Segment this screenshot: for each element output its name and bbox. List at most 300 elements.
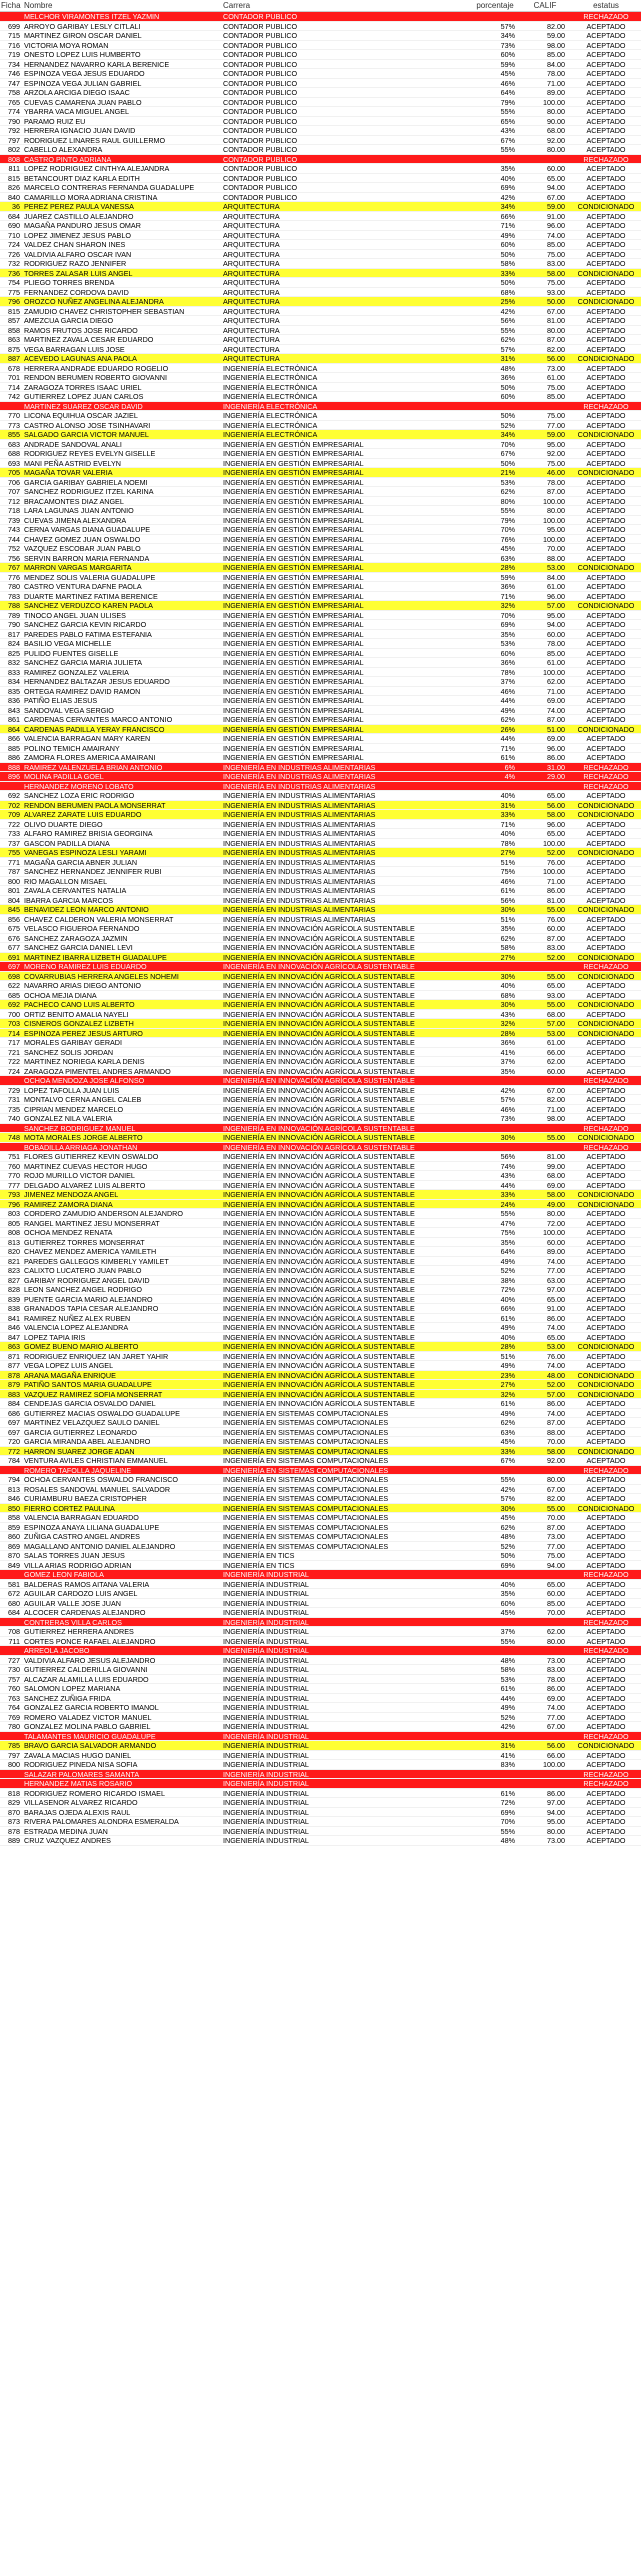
- cell-calif: 95.00: [547, 1817, 565, 1826]
- cell-estatus: ACEPTADO: [586, 1560, 626, 1569]
- cell-calif: 52.00: [547, 952, 565, 961]
- cell-carrera: CONTADOR PUBLICO: [223, 107, 298, 116]
- table-row: [0, 1086, 641, 1096]
- cell-carrera: INGENIERÍA EN GESTIÓN EMPRESARIAL: [223, 667, 364, 676]
- table-row: [0, 1589, 641, 1599]
- cell-calif: 55.00: [547, 971, 565, 980]
- cell-porcentaje: 27%: [500, 952, 515, 961]
- cell-calif: 52.00: [547, 1380, 565, 1389]
- cell-carrera: ARQUITECTURA: [223, 306, 280, 315]
- table-row: [0, 164, 641, 174]
- cell-ficha: 622: [8, 981, 20, 990]
- cell-nombre: OCHOA CERVANTES OSWALDO FRANCISCO: [24, 1475, 179, 1484]
- cell-estatus: ACEPTADO: [586, 1209, 626, 1218]
- cell-ficha: 698: [8, 971, 20, 980]
- table-row: [0, 896, 641, 906]
- cell-nombre: SANCHEZ GARCIA MARIA JULIETA: [24, 658, 143, 667]
- cell-ficha: 711: [8, 1636, 20, 1645]
- cell-porcentaje: 26%: [500, 724, 515, 733]
- cell-nombre: BRACAMONTES DIAZ ANGEL: [24, 496, 124, 505]
- table-row: [0, 459, 641, 469]
- cell-carrera: INGENIERÍA EN INNOVACIÓN AGRÍCOLA SUSTENTABLE: [223, 1247, 415, 1256]
- cell-ficha: [0, 1570, 22, 1579]
- cell-carrera: INGENIERÍA INDUSTRIAL: [223, 1826, 309, 1835]
- cell-nombre: JIMENEZ MENDOZA ANGEL: [24, 1190, 119, 1199]
- cell-ficha: [0, 782, 22, 791]
- table-row: [0, 649, 641, 659]
- cell-calif: 85.00: [547, 1598, 565, 1607]
- cell-estatus: ACEPTADO: [586, 933, 626, 942]
- cell-calif: [519, 1570, 571, 1579]
- cell-calif: 80.00: [547, 1475, 565, 1484]
- cell-porcentaje: 59%: [500, 572, 515, 581]
- cell-estatus: ACEPTADO: [586, 50, 626, 59]
- cell-ficha: 757: [8, 1674, 20, 1683]
- cell-nombre: ESPINOZA VEGA JULIAN GABRIEL: [24, 78, 142, 87]
- cell-carrera: CONTADOR PUBLICO: [223, 154, 298, 163]
- table-row: [0, 848, 641, 858]
- cell-estatus: CONDICIONADO: [577, 1342, 635, 1351]
- cell-ficha: 787: [8, 867, 20, 876]
- cell-estatus: ACEPTADO: [586, 278, 626, 287]
- cell-calif: 61.00: [547, 658, 565, 667]
- cell-estatus: CONDICIONADO: [577, 268, 635, 277]
- cell-nombre: HARRON SUAREZ JORGE ADAN: [24, 1446, 135, 1455]
- cell-calif: 77.00: [547, 1266, 565, 1275]
- table-row: [0, 592, 641, 602]
- cell-estatus: RECHAZADO: [583, 762, 629, 771]
- cell-estatus: RECHAZADO: [583, 962, 629, 971]
- cell-estatus: ACEPTADO: [586, 1722, 626, 1731]
- cell-estatus: ACEPTADO: [586, 1532, 626, 1541]
- cell-nombre: DUARTE MARTINEZ FATIMA BERENICE: [24, 591, 158, 600]
- cell-calif: 86.00: [547, 886, 565, 895]
- cell-porcentaje: 40%: [500, 829, 515, 838]
- cell-ficha: 755: [8, 848, 20, 857]
- table-row: [0, 611, 641, 621]
- cell-porcentaje: 44%: [500, 696, 515, 705]
- table-row: [0, 601, 641, 611]
- cell-ficha: 765: [8, 97, 20, 106]
- cell-porcentaje: 32%: [500, 1019, 515, 1028]
- cell-calif: 66.00: [547, 1750, 565, 1759]
- cell-nombre: AGUILAR VALLE JOSE JUAN: [24, 1598, 121, 1607]
- cell-carrera: INGENIERÍA INDUSTRIAL: [223, 1722, 309, 1731]
- cell-ficha: 870: [8, 1551, 20, 1560]
- cell-nombre: BALDERAS RAMOS AITANA VALERIA: [24, 1579, 150, 1588]
- cell-estatus: ACEPTADO: [586, 97, 626, 106]
- cell-ficha: 878: [8, 1370, 20, 1379]
- cell-carrera: CONTADOR PUBLICO: [223, 97, 298, 106]
- cell-estatus: ACEPTADO: [586, 411, 626, 420]
- cell-nombre: BRAVO GARCIA SALVADOR ARMANDO: [24, 1741, 157, 1750]
- table-row: [0, 1314, 641, 1324]
- cell-carrera: ARQUITECTURA: [223, 316, 280, 325]
- cell-calif: 75.00: [547, 278, 565, 287]
- cell-calif: 94.00: [547, 1807, 565, 1816]
- cell-calif: 68.00: [547, 126, 565, 135]
- cell-calif: 52.00: [547, 848, 565, 857]
- cell-nombre: ROMERO TAFOLLA JAQUELINE: [24, 1465, 132, 1474]
- cell-estatus: ACEPTADO: [586, 1256, 626, 1265]
- cell-estatus: ACEPTADO: [586, 715, 626, 724]
- table-row: [0, 1029, 641, 1039]
- cell-carrera: CONTADOR PUBLICO: [223, 31, 298, 40]
- cell-estatus: ACEPTADO: [586, 591, 626, 600]
- cell-estatus: RECHAZADO: [583, 1779, 629, 1788]
- table-row: [0, 639, 641, 649]
- table-row: [0, 1171, 641, 1181]
- cell-ficha: 835: [8, 686, 20, 695]
- cell-ficha: 789: [8, 610, 20, 619]
- cell-ficha: [0, 1076, 22, 1085]
- cell-estatus: ACEPTADO: [586, 1627, 626, 1636]
- cell-ficha: 817: [8, 629, 20, 638]
- cell-porcentaje: [475, 1466, 519, 1475]
- cell-carrera: INGENIERÍA EN SISTEMAS COMPUTACIONALES: [223, 1503, 389, 1512]
- table-row: [0, 1485, 641, 1495]
- cell-porcentaje: 57%: [500, 1095, 515, 1104]
- cell-ficha: 797: [8, 135, 20, 144]
- cell-estatus: ACEPTADO: [586, 924, 626, 933]
- table-row: [0, 1333, 641, 1343]
- table-row: [0, 41, 641, 51]
- cell-calif: 78.00: [547, 69, 565, 78]
- cell-nombre: RIVERA PALOMARES ALONDRA ESMERALDA: [24, 1817, 179, 1826]
- table-row: [0, 1646, 641, 1656]
- cell-estatus: ACEPTADO: [586, 1674, 626, 1683]
- cell-porcentaje: 71%: [500, 591, 515, 600]
- cell-nombre: MARTINEZ ZAVALA CESAR EDUARDO: [24, 335, 154, 344]
- cell-carrera: INGENIERÍA EN INNOVACIÓN AGRÍCOLA SUSTENTABLE: [223, 1199, 415, 1208]
- cell-carrera: INGENIERÍA EN SISTEMAS COMPUTACIONALES: [223, 1475, 389, 1484]
- cell-carrera: CONTADOR PUBLICO: [223, 183, 298, 192]
- cell-ficha: 742: [8, 392, 20, 401]
- cell-estatus: ACEPTADO: [586, 1456, 626, 1465]
- cell-ficha: 873: [8, 1817, 20, 1826]
- table-row: [0, 145, 641, 155]
- cell-calif: 69.00: [547, 734, 565, 743]
- cell-calif: [519, 1646, 571, 1655]
- cell-porcentaje: 35%: [500, 164, 515, 173]
- table-body: [0, 12, 641, 1846]
- cell-estatus: RECHAZADO: [583, 1769, 629, 1778]
- table-row: [0, 60, 641, 70]
- cell-porcentaje: 67%: [500, 135, 515, 144]
- cell-carrera: INGENIERÍA EN INNOVACIÓN AGRÍCOLA SUSTENTABLE: [223, 1389, 415, 1398]
- cell-porcentaje: 48%: [500, 1836, 515, 1845]
- cell-ficha: 727: [8, 1655, 20, 1664]
- table-row: [0, 392, 641, 402]
- cell-porcentaje: 37%: [500, 1057, 515, 1066]
- cell-carrera: ARQUITECTURA: [223, 297, 280, 306]
- cell-nombre: LOPEZ TAPIA IRIS: [24, 1332, 86, 1341]
- cell-nombre: GARIBAY RODRIGUEZ ANGEL DAVID: [24, 1275, 150, 1284]
- cell-ficha: 699: [8, 21, 20, 30]
- cell-carrera: ARQUITECTURA: [223, 240, 280, 249]
- cell-estatus: ACEPTADO: [586, 506, 626, 515]
- cell-ficha: 688: [8, 449, 20, 458]
- cell-nombre: ZAMUDIO CHAVEZ CHRISTOPHER SEBASTIAN: [24, 306, 185, 315]
- cell-carrera: INGENIERÍA EN GESTIÓN EMPRESARIAL: [223, 601, 364, 610]
- cell-porcentaje: 66%: [500, 1304, 515, 1313]
- cell-ficha: 718: [8, 506, 20, 515]
- cell-porcentaje: [475, 1618, 519, 1627]
- cell-nombre: SALOMON LOPEZ MARIANA: [24, 1684, 121, 1693]
- cell-porcentaje: 58%: [500, 1665, 515, 1674]
- cell-calif: 82.00: [547, 21, 565, 30]
- cell-carrera: INGENIERÍA EN GESTIÓN EMPRESARIAL: [223, 553, 364, 562]
- cell-calif: [519, 1124, 571, 1133]
- cell-ficha: 684: [8, 211, 20, 220]
- cell-porcentaje: 59%: [500, 59, 515, 68]
- cell-calif: 67.00: [547, 306, 565, 315]
- cell-porcentaje: 30%: [500, 1133, 515, 1142]
- table-row: [0, 1143, 641, 1153]
- cell-carrera: INGENIERÍA EN SISTEMAS COMPUTACIONALES: [223, 1427, 389, 1436]
- cell-estatus: ACEPTADO: [586, 1475, 626, 1484]
- cell-porcentaje: [475, 402, 519, 411]
- cell-calif: [519, 402, 571, 411]
- cell-calif: 100.00: [543, 534, 565, 543]
- table-row: [0, 1437, 641, 1447]
- cell-ficha: 676: [8, 933, 20, 942]
- cell-porcentaje: 69%: [500, 183, 515, 192]
- table-row: [0, 573, 641, 583]
- cell-carrera: INGENIERÍA INDUSTRIAL: [223, 1703, 309, 1712]
- cell-carrera: INGENIERÍA EN GESTIÓN EMPRESARIAL: [223, 610, 364, 619]
- cell-porcentaje: 48%: [500, 1655, 515, 1664]
- cell-porcentaje: 6%: [504, 762, 515, 771]
- cell-carrera: INGENIERÍA EN GESTIÓN EMPRESARIAL: [223, 487, 364, 496]
- cell-calif: 62.00: [547, 1057, 565, 1066]
- cell-porcentaje: 65%: [500, 116, 515, 125]
- cell-nombre: PAREDES GALLEGOS KIMBERLY YAMILET: [24, 1256, 169, 1265]
- table-row: [0, 402, 641, 412]
- cell-porcentaje: 79%: [500, 97, 515, 106]
- cell-porcentaje: 53%: [500, 477, 515, 486]
- cell-porcentaje: 46%: [500, 876, 515, 885]
- cell-carrera: INGENIERÍA EN INNOVACIÓN AGRÍCOLA SUSTENTABLE: [223, 933, 415, 942]
- cell-ficha: [0, 1779, 22, 1788]
- cell-calif: 84.00: [547, 572, 565, 581]
- cell-porcentaje: 45%: [500, 1437, 515, 1446]
- cell-ficha: 796: [8, 1199, 20, 1208]
- cell-calif: 74.00: [547, 1703, 565, 1712]
- cell-porcentaje: [475, 1570, 519, 1579]
- cell-carrera: CONTADOR PUBLICO: [223, 78, 298, 87]
- table-row: [0, 972, 641, 982]
- cell-carrera: INGENIERÍA ELECTRÓNICA: [223, 392, 318, 401]
- cell-carrera: INGENIERÍA INDUSTRIAL: [223, 1598, 309, 1607]
- cell-nombre: CRUZ VAZQUEZ ANDRES: [24, 1836, 111, 1845]
- cell-nombre: OCHOA MENDEZ RENATA: [24, 1228, 113, 1237]
- cell-estatus: ACEPTADO: [586, 21, 626, 30]
- cell-porcentaje: 64%: [500, 1247, 515, 1256]
- cell-ficha: 794: [8, 1475, 20, 1484]
- table-row: [0, 1523, 641, 1533]
- cell-nombre: TINOCO ANGEL JUAN ULISES: [24, 610, 126, 619]
- cell-estatus: ACEPTADO: [586, 629, 626, 638]
- cell-carrera: INGENIERÍA EN INDUSTRIAS ALIMENTARIAS: [223, 905, 376, 914]
- cell-estatus: ACEPTADO: [586, 1807, 626, 1816]
- cell-ficha: 883: [8, 1389, 20, 1398]
- cell-estatus: ACEPTADO: [586, 1313, 626, 1322]
- cell-porcentaje: 57%: [500, 21, 515, 30]
- cell-nombre: RODRIGUEZ PINEDA NISA SOFIA: [24, 1760, 138, 1769]
- cell-nombre: YBARRA VACA MIGUEL ANGEL: [24, 107, 130, 116]
- table-row: [0, 1665, 641, 1675]
- cell-carrera: INGENIERÍA INDUSTRIAL: [223, 1750, 309, 1759]
- cell-nombre: MARTINEZ GIRON OSCAR DANIEL: [24, 31, 142, 40]
- table-row: [0, 155, 641, 165]
- cell-ficha: 866: [8, 734, 20, 743]
- cell-nombre: ARREOLA JACOBO: [24, 1646, 90, 1655]
- cell-estatus: CONDICIONADO: [577, 810, 635, 819]
- cell-nombre: RAMIREZ GONZALEZ VALERIA: [24, 667, 129, 676]
- cell-estatus: CONDICIONADO: [577, 468, 635, 477]
- cell-carrera: INGENIERÍA INDUSTRIAL: [223, 1779, 309, 1788]
- cell-calif: 100.00: [543, 838, 565, 847]
- cell-porcentaje: 27%: [500, 848, 515, 857]
- cell-nombre: MOTA MORALES JORGE ALBERTO: [24, 1133, 143, 1142]
- table-row: [0, 1836, 641, 1846]
- table-row: [0, 1618, 641, 1628]
- cell-nombre: ZAVALA MACIAS HUGO DANIEL: [24, 1750, 132, 1759]
- cell-ficha: 678: [8, 363, 20, 372]
- cell-estatus: RECHAZADO: [583, 1142, 629, 1151]
- cell-carrera: INGENIERÍA EN INDUSTRIAS ALIMENTARIAS: [223, 838, 376, 847]
- cell-nombre: RODRIGUEZ LINARES RAUL GUILLERMO: [24, 135, 166, 144]
- cell-carrera: INGENIERÍA EN GESTIÓN EMPRESARIAL: [223, 468, 364, 477]
- cell-carrera: INGENIERÍA ELECTRÓNICA: [223, 363, 318, 372]
- cell-porcentaje: 40%: [500, 1579, 515, 1588]
- cell-calif: 97.00: [547, 1285, 565, 1294]
- cell-porcentaje: 53%: [500, 639, 515, 648]
- cell-calif: 80.00: [547, 506, 565, 515]
- cell-estatus: ACEPTADO: [586, 392, 626, 401]
- cell-nombre: MELCHOR VIRAMONTES ITZEL YAZMIN: [24, 12, 160, 21]
- table-row: [0, 1323, 641, 1333]
- cell-carrera: INGENIERÍA INDUSTRIAL: [223, 1836, 309, 1845]
- cell-estatus: ACEPTADO: [586, 135, 626, 144]
- table-row: [0, 1190, 641, 1200]
- table-row: [0, 1732, 641, 1742]
- table-row: [0, 221, 641, 231]
- cell-porcentaje: 62%: [500, 1522, 515, 1531]
- cell-ficha: 724: [8, 1066, 20, 1075]
- cell-estatus: ACEPTADO: [586, 1171, 626, 1180]
- cell-nombre: ARROYO GARIBAY LESLY CITLALI: [24, 21, 141, 30]
- table-row: [0, 1722, 641, 1732]
- cell-calif: 60.00: [547, 629, 565, 638]
- cell-estatus: RECHAZADO: [583, 781, 629, 790]
- table-row: [0, 1048, 641, 1058]
- cell-estatus: ACEPTADO: [586, 449, 626, 458]
- table-row: [0, 259, 641, 269]
- cell-estatus: ACEPTADO: [586, 1750, 626, 1759]
- cell-nombre: SANCHEZ RODRIGUEZ MANUEL: [24, 1123, 136, 1132]
- cell-carrera: INGENIERÍA EN INDUSTRIAS ALIMENTARIAS: [223, 895, 376, 904]
- cell-porcentaje: 36%: [500, 658, 515, 667]
- table-row: [0, 953, 641, 963]
- cell-porcentaje: 44%: [500, 1693, 515, 1702]
- cell-calif: 61.00: [547, 582, 565, 591]
- cell-calif: 97.00: [547, 1798, 565, 1807]
- table-row: [0, 1057, 641, 1067]
- cell-calif: [519, 1732, 571, 1741]
- cell-calif: 67.00: [547, 1722, 565, 1731]
- table-row: [0, 88, 641, 98]
- cell-calif: 100.00: [543, 1760, 565, 1769]
- cell-carrera: INGENIERÍA EN INNOVACIÓN AGRÍCOLA SUSTENTABLE: [223, 1313, 415, 1322]
- cell-porcentaje: 49%: [500, 1703, 515, 1712]
- cell-ficha: 792: [8, 126, 20, 135]
- cell-porcentaje: 23%: [500, 1370, 515, 1379]
- cell-porcentaje: 55%: [500, 1636, 515, 1645]
- cell-nombre: PEREZ PEREZ PAULA VANESSA: [24, 202, 134, 211]
- cell-porcentaje: 42%: [500, 306, 515, 315]
- table-row: [0, 1627, 641, 1637]
- cell-calif: 78.00: [547, 477, 565, 486]
- cell-ficha: 709: [8, 810, 20, 819]
- table-row: [0, 1779, 641, 1789]
- cell-ficha: 825: [8, 648, 20, 657]
- cell-nombre: RENDON BERUMEN ROBERTO GIOVANNI: [24, 373, 167, 382]
- cell-estatus: ACEPTADO: [586, 1655, 626, 1664]
- cell-ficha: 796: [8, 297, 20, 306]
- cell-nombre: LOPEZ RODRIGUEZ CINTHYA ALEJANDRA: [24, 164, 170, 173]
- cell-calif: 76.00: [547, 857, 565, 866]
- cell-carrera: INGENIERÍA EN INNOVACIÓN AGRÍCOLA SUSTENTABLE: [223, 1133, 415, 1142]
- cell-porcentaje: 44%: [500, 1180, 515, 1189]
- cell-ficha: 758: [8, 88, 20, 97]
- cell-calif: 100.00: [543, 1228, 565, 1237]
- cell-nombre: FERNANDEZ CORDOVA DAVID: [24, 287, 129, 296]
- cell-estatus: ACEPTADO: [586, 325, 626, 334]
- table-row: [0, 658, 641, 668]
- cell-carrera: CONTADOR PUBLICO: [223, 145, 298, 154]
- cell-estatus: ACEPTADO: [586, 648, 626, 657]
- cell-estatus: ACEPTADO: [586, 1760, 626, 1769]
- cell-estatus: CONDICIONADO: [577, 1000, 635, 1009]
- cell-nombre: HERNANDEZ MORENO LOBATO: [24, 781, 134, 790]
- table-row: [0, 962, 641, 972]
- cell-nombre: MOLINA PADILLA GOEL: [24, 772, 104, 781]
- cell-ficha: 813: [8, 1237, 20, 1246]
- cell-carrera: INGENIERÍA ELECTRÓNICA: [223, 373, 318, 382]
- cell-nombre: RODRIGUEZ ENRIQUEZ IAN JARET YAHIR: [24, 1351, 169, 1360]
- cell-porcentaje: 49%: [500, 1256, 515, 1265]
- cell-estatus: ACEPTADO: [586, 145, 626, 154]
- table-row: [0, 345, 641, 355]
- cell-porcentaje: 70%: [500, 439, 515, 448]
- cell-calif: [519, 1143, 571, 1152]
- cell-ficha: 751: [8, 1152, 20, 1161]
- table-row: [0, 1599, 641, 1609]
- cell-carrera: INGENIERÍA EN INNOVACIÓN AGRÍCOLA SUSTENTABLE: [223, 924, 415, 933]
- table-row: [0, 126, 641, 136]
- cell-porcentaje: 79%: [500, 515, 515, 524]
- cell-porcentaje: 43%: [500, 126, 515, 135]
- table-row: [0, 231, 641, 241]
- cell-calif: 55.00: [547, 1000, 565, 1009]
- cell-estatus: CONDICIONADO: [577, 1503, 635, 1512]
- cell-carrera: INGENIERÍA EN GESTIÓN EMPRESARIAL: [223, 534, 364, 543]
- cell-calif: [519, 1076, 571, 1085]
- cell-porcentaje: 55%: [500, 1475, 515, 1484]
- table-row: [0, 202, 641, 212]
